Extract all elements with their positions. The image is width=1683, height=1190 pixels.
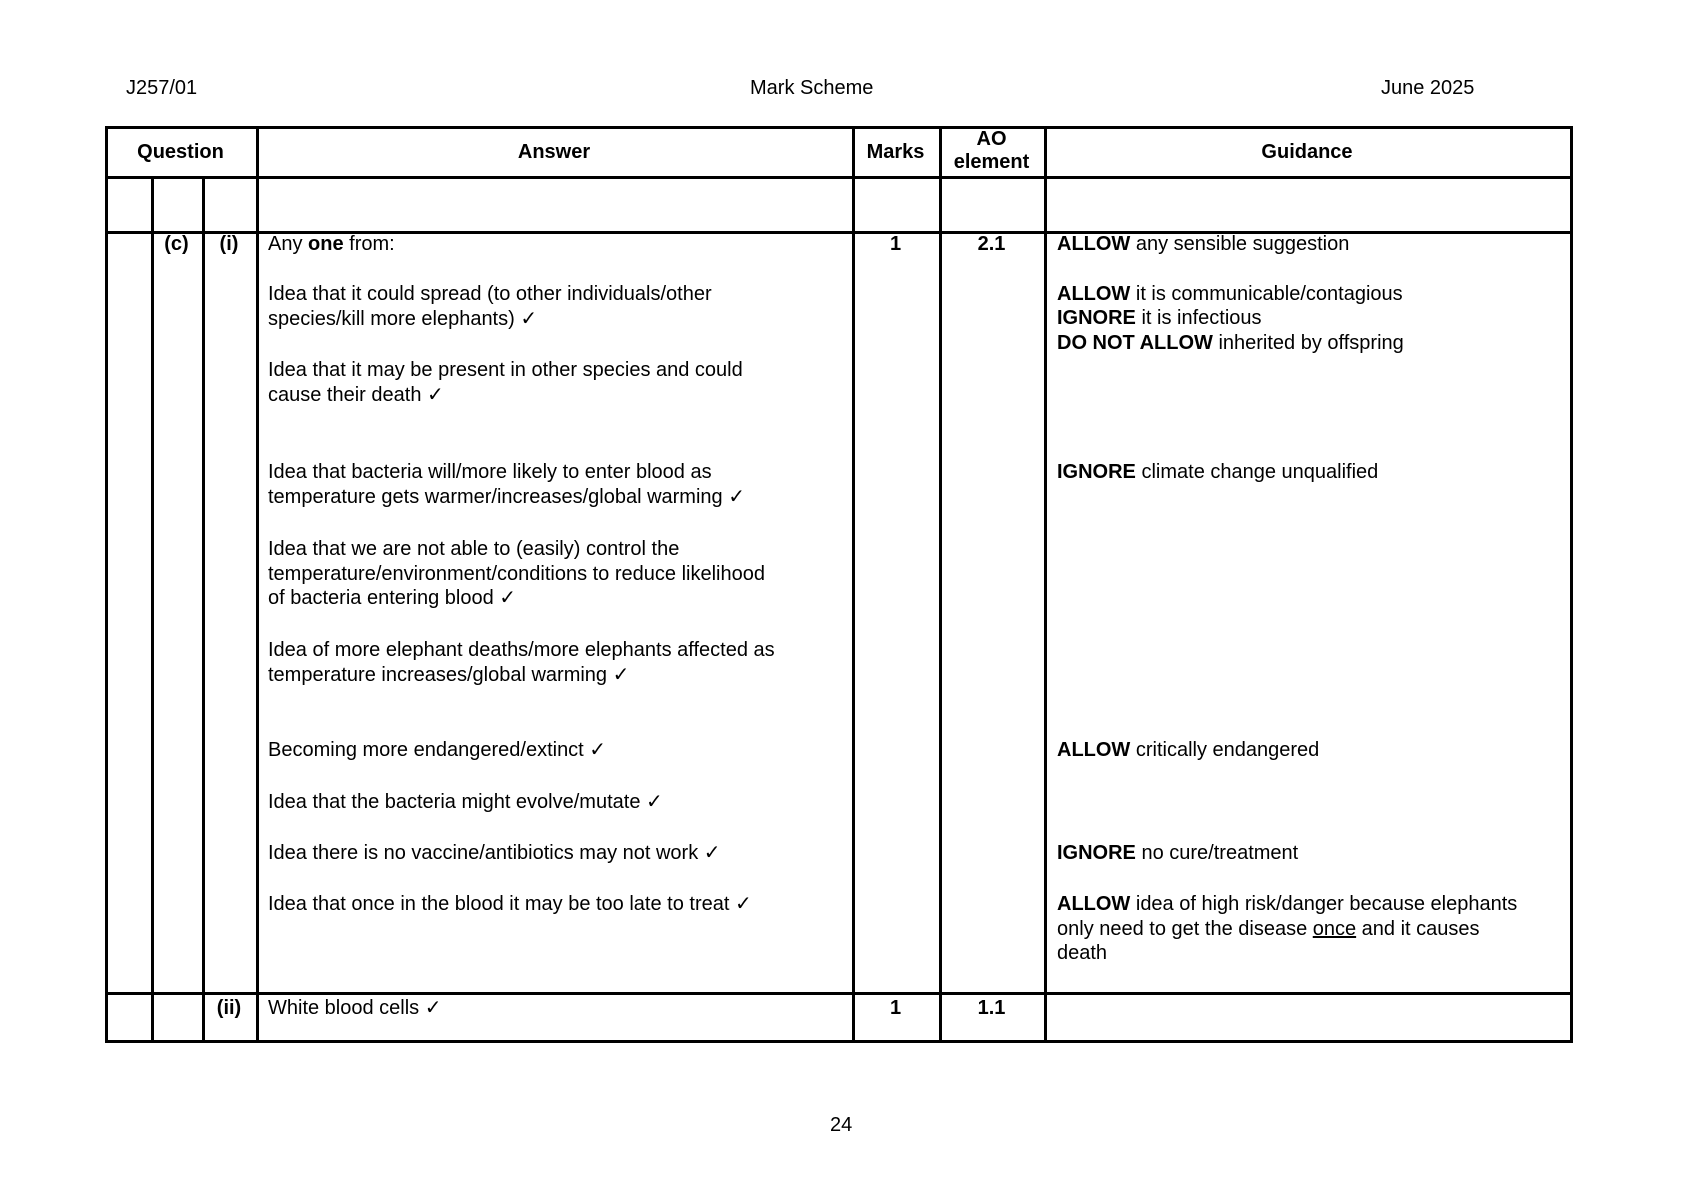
marks-value: 1 — [889, 233, 902, 255]
answer-item — [268, 358, 743, 407]
answer-line: Idea there is no vaccine/antibiotics may not work ✓ — [268, 842, 721, 864]
page-number: 24 — [830, 1114, 853, 1136]
guidance-item: IGNORE it is infectious — [1057, 307, 1262, 329]
paper-code: J257/01 — [126, 77, 198, 99]
answer-item — [268, 841, 721, 866]
answer-item — [268, 537, 765, 611]
answer-intro: Any one from: — [268, 233, 395, 255]
exam-date: June 2025 — [1381, 77, 1475, 99]
guidance-item: IGNORE no cure/treatment — [1057, 842, 1299, 864]
guidance-item: ALLOW critically endangered — [1057, 739, 1320, 761]
answer-line: cause their death ✓ — [268, 383, 444, 406]
answer-line: Idea that we are not able to (easily) control the — [268, 538, 680, 560]
question-subpart: (ii) — [216, 997, 242, 1019]
answer-item — [268, 738, 606, 763]
answer-item — [268, 638, 775, 687]
guidance-item: DO NOT ALLOW inherited by offspring — [1057, 332, 1404, 354]
guidance-item: ALLOW any sensible suggestion — [1057, 233, 1350, 255]
answer-line: of bacteria entering blood ✓ — [268, 587, 517, 609]
header-answer: Answer — [517, 141, 591, 163]
answer-item — [268, 790, 663, 815]
answer-line: Idea that it could spread (to other individuals/other — [268, 283, 712, 305]
header-question: Question — [137, 141, 224, 163]
document-title: Mark Scheme — [750, 77, 874, 99]
header-guidance: Guidance — [1261, 141, 1353, 163]
guidance-item: ALLOW idea of high risk/danger because elephants only need to get the disease once and it causes death — [1057, 893, 1518, 964]
ao-value: 2.1 — [977, 233, 1006, 255]
guidance-item: ALLOW it is communicable/contagious — [1057, 283, 1403, 305]
ao-value: 1.1 — [977, 997, 1006, 1019]
answer-line: temperature/environment/conditions to reduce likelihood — [268, 562, 765, 585]
header-ao-element: AO element — [953, 128, 1030, 173]
answer-line: Idea that it may be present in other species and could — [268, 359, 743, 381]
answer-line: Becoming more endangered/extinct ✓ — [268, 739, 607, 761]
marks-value: 1 — [889, 997, 902, 1019]
answer-text: White blood cells ✓ — [268, 997, 442, 1019]
answer-line: species/kill more elephants) ✓ — [268, 307, 538, 330]
guidance-item: IGNORE climate change unqualified — [1057, 461, 1379, 483]
question-part: (c) — [164, 233, 189, 255]
answer-line: temperature gets warmer/increases/global warming ✓ — [268, 485, 745, 508]
question-subpart: (i) — [219, 233, 239, 255]
header-marks: Marks — [866, 141, 925, 163]
answer-line: Idea that the bacteria might evolve/mutate ✓ — [268, 791, 663, 813]
answer-item — [268, 892, 752, 917]
answer-line: Idea of more elephant deaths/more elephants affected as — [268, 639, 775, 661]
answer-item — [268, 460, 745, 509]
answer-line: Idea that bacteria will/more likely to enter blood as — [268, 461, 712, 483]
answer-line: temperature increases/global warming ✓ — [268, 663, 630, 686]
answer-item — [268, 282, 712, 331]
answer-line: Idea that once in the blood it may be too late to treat ✓ — [268, 893, 752, 915]
